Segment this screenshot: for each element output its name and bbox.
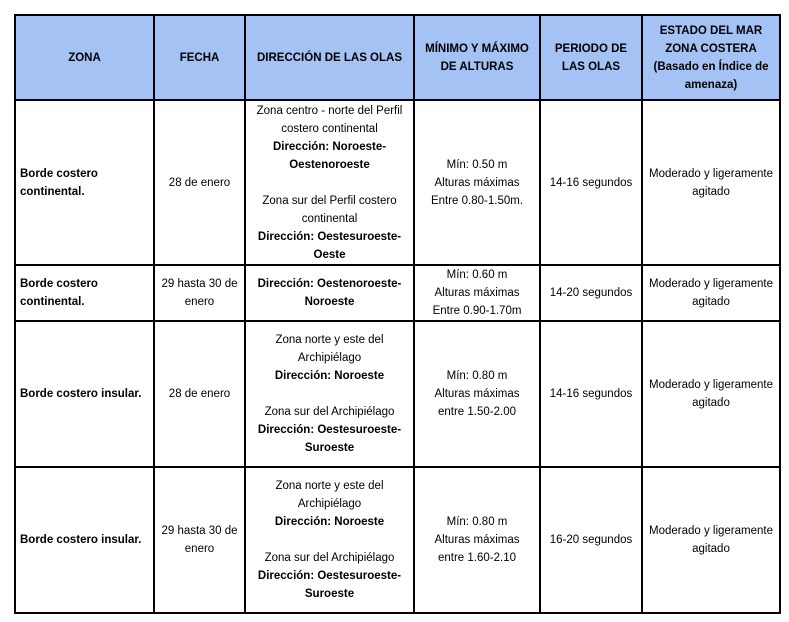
direction-area: Zona norte y este del Archipiélago [275,480,384,510]
height-max-label: Alturas máximas [434,176,520,189]
direction-area: Zona sur del Archipiélago [264,406,395,418]
header-direccion: DIRECCIÓN DE LAS OLAS [245,15,414,100]
cell-alturas [414,265,540,321]
height-max: Entre 0.90-1.70m [432,305,522,317]
cell-estado: Moderado y ligeramente agitado [642,321,780,467]
direction-value: Dirección: Oestesuroeste-Suroeste [257,424,402,454]
cell-zona: Borde costero continental. [15,265,154,321]
wave-forecast-table-container [14,14,781,614]
direction-area: Zona centro - norte del Perfil costero continental [256,104,403,135]
cell-direccion [245,321,414,467]
cell-alturas [414,467,540,613]
cell-estado: Moderado y ligeramente agitado [642,265,780,321]
height-min: Mín: 0.80 m [446,516,508,528]
table-row [15,100,780,265]
table-row [15,265,780,321]
direction-value: Dirección: Noroeste [274,516,385,528]
cell-direccion [245,467,414,613]
cell-fecha: 29 hasta 30 de enero [154,467,245,613]
cell-periodo: 14-16 segundos [540,100,642,265]
direction-value: Dirección: Noroeste [274,370,385,382]
cell-alturas [414,321,540,467]
header-estado-note: (Basado en Índice de amenaza) [653,60,769,91]
height-max-label: Alturas máximas [434,287,520,299]
height-max-label: Alturas máximas [434,534,520,546]
direction-value: Dirección: Oestenoroeste-Noroeste [257,278,402,308]
height-max-label: Alturas máximas [434,388,520,400]
direction-value: Dirección: Oestesuroeste-Suroeste [257,570,402,600]
height-max: entre 1.50-2.00 [437,406,516,418]
cell-estado: Moderado y ligeramente agitado [642,100,780,265]
cell-direccion [245,265,414,321]
wave-forecast-table [14,14,781,614]
direction-area: Zona norte y este del Archipiélago [275,334,384,364]
cell-estado: Moderado y ligeramente agitado [642,467,780,613]
height-max: Entre 0.80-1.50m. [430,194,524,207]
height-min: Mín: 0.80 m [446,370,508,382]
cell-alturas [414,100,540,265]
header-estado [642,15,780,100]
header-periodo: PERIODO DE LAS OLAS [540,15,642,100]
table-row [15,467,780,613]
cell-periodo: 16-20 segundos [540,467,642,613]
spacer [249,385,410,403]
cell-zona: Borde costero insular. [15,321,154,467]
header-estado-title: ESTADO DEL MAR ZONA COSTERA [659,24,763,55]
cell-fecha: 28 de enero [154,100,245,265]
height-max: entre 1.60-2.10 [437,552,516,564]
cell-zona: Borde costero continental. [15,100,154,265]
spacer [249,174,410,192]
cell-periodo: 14-16 segundos [540,321,642,467]
header-fecha: FECHA [154,15,245,100]
cell-zona: Borde costero insular. [15,467,154,613]
cell-fecha: 29 hasta 30 de enero [154,265,245,321]
header-alturas: MÍNIMO Y MÁXIMO DE ALTURAS [414,15,540,100]
height-min: Mín: 0.50 m [446,158,508,171]
direction-value: Dirección: Noroeste-Oestenoroeste [272,140,387,171]
direction-area: Zona sur del Archipiélago [264,552,395,564]
cell-direccion [245,100,414,265]
table-row [15,321,780,467]
spacer [249,531,410,549]
header-row [15,15,780,100]
cell-fecha: 28 de enero [154,321,245,467]
cell-periodo: 14-20 segundos [540,265,642,321]
header-zona: ZONA [15,15,154,100]
direction-area: Zona sur del Perfil costero continental [262,194,397,225]
direction-value: Dirección: Oestesuroeste-Oeste [257,230,402,261]
height-min: Mín: 0.60 m [446,269,508,281]
